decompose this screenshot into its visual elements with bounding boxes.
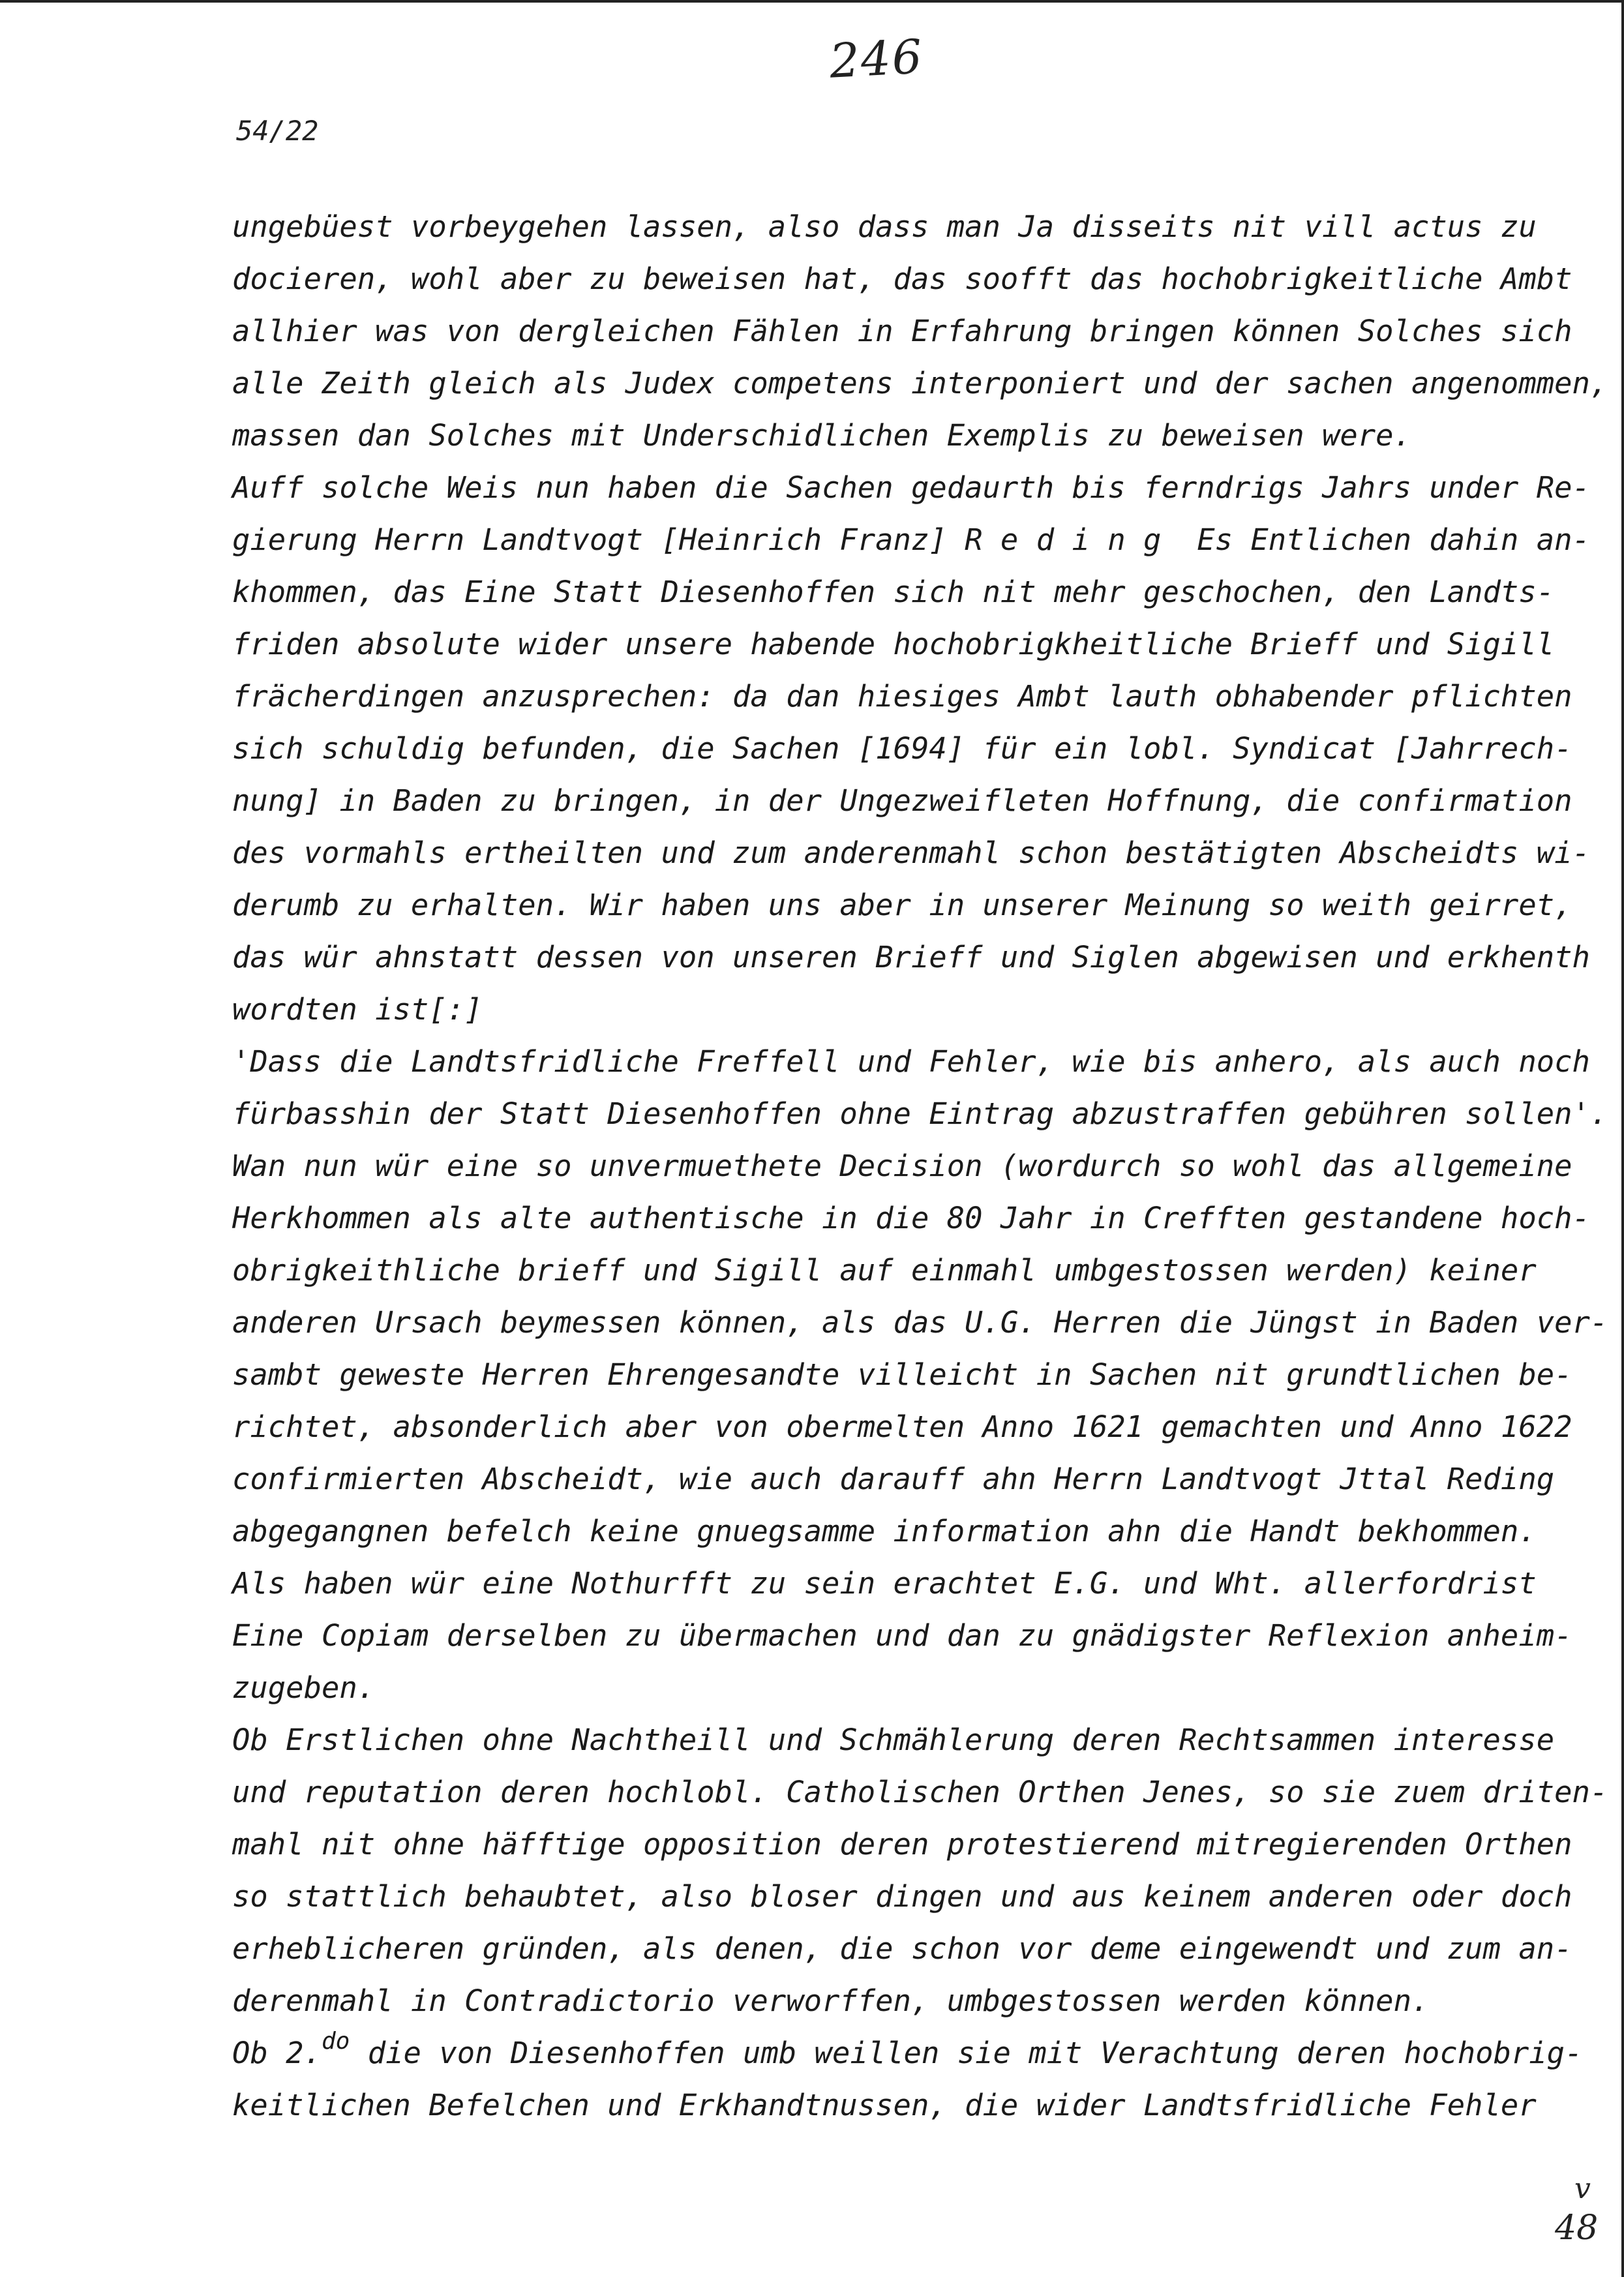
text-line: des vormahls ertheilten und zum anderenmahl schon bestätigten Abscheidts wi- — [232, 836, 1590, 870]
page-edge-top — [0, 0, 1624, 3]
text-line: confirmierten Abscheidt, wie auch darauff ahn Herrn Landtvogt Jttal Reding — [232, 1462, 1555, 1496]
ob-prefix: Ob 2. — [232, 2036, 322, 2070]
text-line: wordten ist[:] — [232, 992, 483, 1027]
text-line: richtet, absonderlich aber von obermelten Anno 1621 gemachten und Anno 1622 — [232, 1410, 1572, 1444]
text-line: Als haben wür eine Nothurfft zu sein erachtet E.G. und Wht. allerfordrist — [232, 1566, 1537, 1601]
text-line: Ob Erstlichen ohne Nachtheill und Schmählerung deren Rechtsammen interesse — [232, 1723, 1555, 1757]
corner-check-mark: v — [1574, 2172, 1591, 2205]
text-line: 'Dass die Landtsfridliche Freffell und Fehler, wie bis anhero, als auch noch — [232, 1044, 1590, 1079]
text-line: sambt geweste Herren Ehrengesandte villeicht in Sachen nit grundtlichen be- — [232, 1357, 1572, 1392]
text-line: friden absolute wider unsere habende hochobrigkheitliche Brieff und Sigill — [232, 627, 1555, 661]
text-line: nung] in Baden zu bringen, in der Ungezweifleten Hoffnung, die confirmation — [232, 783, 1572, 818]
text-line: derenmahl in Contradictorio verworffen, umbgestossen werden können. — [232, 1983, 1430, 2018]
transcription-body — [232, 201, 1608, 2132]
text-line: sich schuldig befunden, die Sachen [1694] für ein lobl. Syndicat [Jahrrech- — [232, 731, 1572, 766]
text-line: zugeben. — [232, 1670, 376, 1705]
text-line: allhier was von dergleichen Fählen in Erfahrung bringen können Solches sich — [232, 314, 1572, 348]
text-line: Herkhommen als alte authentische in die 80 Jahr in Crefften gestandene hoch- — [232, 1201, 1590, 1235]
text-line: erheblicheren gründen, als denen, die schon vor deme eingewendt und zum an- — [232, 1931, 1572, 1966]
text-line: keitlichen Befelchen und Erkhandtnussen, die wider Landtsfridliche Fehler — [232, 2088, 1537, 2122]
superscript-do: do — [321, 2028, 350, 2055]
text-line-ob-2 — [232, 2027, 1583, 2079]
handwritten-page-number: 246 — [828, 29, 925, 89]
text-line: gierung Herrn Landtvogt [Heinrich Franz] R e d i n g Es Entlichen dahin an- — [232, 522, 1590, 557]
document-reference: 54/22 — [236, 115, 319, 147]
text-line: anderen Ursach beymessen können, als das U.G. Herren die Jüngst in Baden ver- — [232, 1305, 1608, 1340]
text-line: docieren, wohl aber zu beweisen hat, das soofft das hochobrigkeitliche Ambt — [232, 262, 1572, 296]
text-line: mahl nit ohne häfftige opposition deren protestierend mitregierenden Orthen — [232, 1827, 1572, 1862]
text-line: alle Zeith gleich als Judex competens interponiert und der sachen angenommen, — [232, 366, 1608, 400]
text-line: fürbasshin der Statt Diesenhoffen ohne Eintrag abzustraffen gebühren sollen'. — [232, 1096, 1608, 1131]
text-line: das wür ahnstatt dessen von unseren Brieff und Siglen abgewisen und erkhenth — [232, 940, 1590, 974]
ob-rest: die von Diesenhoffen umb weillen sie mit Verachtung deren hochobrig- — [350, 2036, 1583, 2070]
text-line: und reputation deren hochlobl. Catholischen Orthen Jenes, so sie zuem driten- — [232, 1775, 1608, 1809]
text-line: khommen, das Eine Statt Diesenhoffen sich nit mehr geschochen, den Landts- — [232, 575, 1555, 609]
text-line: frächerdingen anzusprechen: da dan hiesiges Ambt lauth obhabender pflichten — [232, 679, 1572, 714]
text-line: obrigkeithliche brieff und Sigill auf einmahl umbgestossen werden) keiner — [232, 1253, 1537, 1288]
text-line: ungebüest vorbeygehen lassen, also dass man Ja disseits nit vill actus zu — [232, 209, 1537, 244]
text-line: so stattlich behaubtet, also bloser dingen und aus keinem anderen oder doch — [232, 1879, 1572, 1914]
corner-folio-number: 48 — [1555, 2209, 1599, 2248]
text-line: abgegangnen befelch keine gnuegsamme information ahn die Handt bekhommen. — [232, 1514, 1537, 1548]
text-line: Eine Copiam derselben zu übermachen und dan zu gnädigster Reflexion anheim- — [232, 1618, 1572, 1653]
text-line: derumb zu erhalten. Wir haben uns aber in unserer Meinung so weith geirret, — [232, 888, 1572, 922]
text-line: Auff solche Weis nun haben die Sachen gedaurth bis ferndrigs Jahrs under Re- — [232, 470, 1590, 505]
text-line: massen dan Solches mit Underschidlichen Exemplis zu beweisen were. — [232, 418, 1411, 453]
page-edge-right — [1621, 0, 1624, 2277]
text-line: Wan nun wür eine so unvermuethete Decision (wordurch so wohl das allgemeine — [232, 1149, 1572, 1183]
